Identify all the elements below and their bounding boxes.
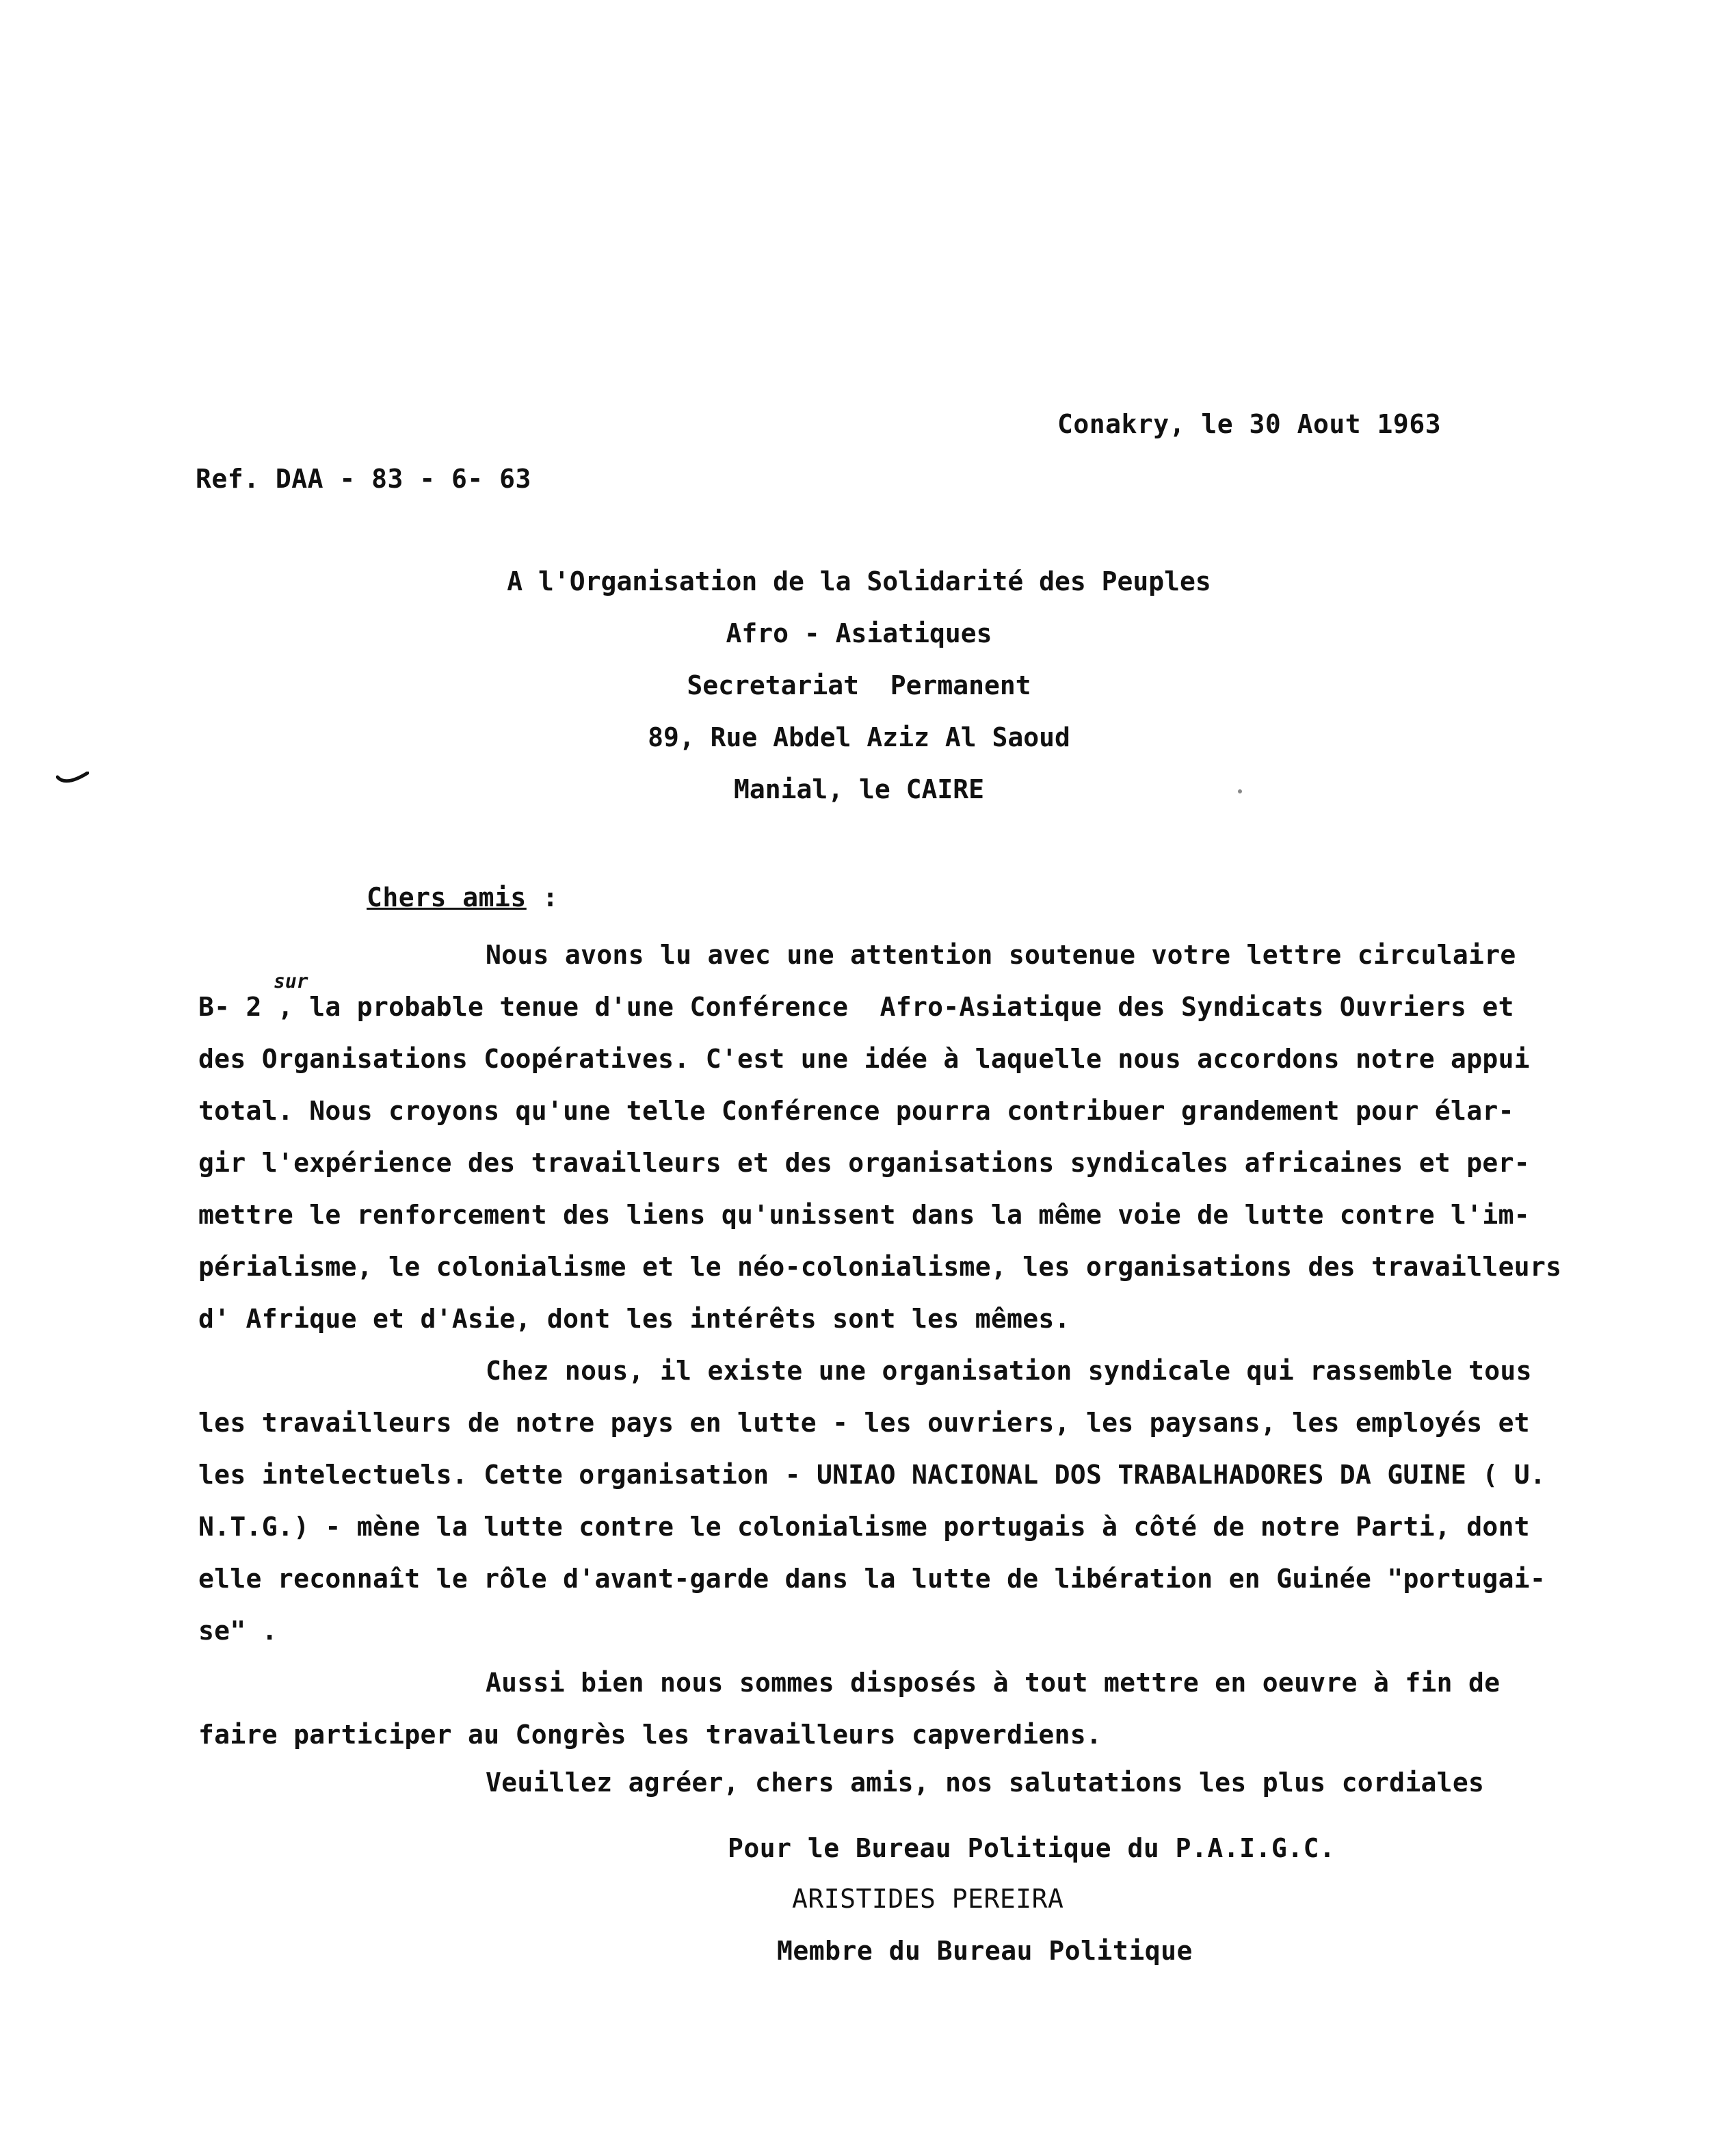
paragraph-line: mettre le renforcement des liens qu'unissent dans la même voie de lutte contre l'im- bbox=[198, 1200, 1530, 1230]
paragraph-line: B- 2 , la probable tenue d'une Conférence Afro-Asiatique des Syndicats Ouvriers et bbox=[198, 992, 1514, 1022]
reference-number: Ref. DAA - 83 - 6- 63 bbox=[196, 464, 531, 494]
paper-speck bbox=[1235, 788, 1245, 795]
paragraph-line: elle reconnaît le rôle d'avant-garde dans la lutte de libération en Guinée "portugai- bbox=[198, 1564, 1546, 1594]
recipient-line: A l'Organisation de la Solidarité des Peuples bbox=[507, 566, 1211, 596]
paragraph-line: des Organisations Coopératives. C'est une idée à laquelle nous accordons notre appui bbox=[198, 1044, 1530, 1074]
place-date: Conakry, le 30 Aout 1963 bbox=[1057, 409, 1442, 439]
paragraph-line: les travailleurs de notre pays en lutte - les ouvriers, les paysans, les employés et bbox=[198, 1408, 1530, 1438]
paragraph-line: les intelectuels. Cette organisation - UNIAO NACIONAL DOS TRABALHADORES DA GUINE ( U. bbox=[198, 1460, 1546, 1490]
paragraph-line: Nous avons lu avec une attention soutenue votre lettre circulaire bbox=[486, 940, 1516, 970]
recipient-line: Manial, le CAIRE bbox=[733, 774, 985, 804]
salutation-colon: : bbox=[526, 882, 559, 912]
paragraph-line: se" . bbox=[198, 1616, 278, 1646]
recipient-line: 89, Rue Abdel Aziz Al Saoud bbox=[648, 722, 1070, 752]
signature-line: Pour le Bureau Politique du P.A.I.G.C. bbox=[728, 1833, 1336, 1863]
handwritten-annotation: sur bbox=[274, 970, 308, 992]
paragraph-line: Aussi bien nous sommes disposés à tout mettre en oeuvre à fin de bbox=[486, 1668, 1501, 1698]
recipient-line: Secretariat Permanent bbox=[687, 670, 1031, 700]
paragraph-line: Veuillez agréer, chers amis, nos salutations les plus cordiales bbox=[486, 1767, 1485, 1798]
paragraph-line: d' Afrique et d'Asie, dont les intérêts sont les mêmes. bbox=[198, 1304, 1070, 1334]
signature-title: Membre du Bureau Politique bbox=[777, 1936, 1193, 1966]
paragraph-line: Chez nous, il existe une organisation syndicale qui rassemble tous bbox=[486, 1356, 1532, 1386]
paragraph-line: gir l'expérience des travailleurs et des organisations syndicales africaines et per- bbox=[198, 1148, 1530, 1178]
salutation bbox=[367, 882, 559, 912]
paragraph-line: faire participer au Congrès les travailleurs capverdiens. bbox=[198, 1720, 1102, 1750]
signature-name: ARISTIDES PEREIRA bbox=[792, 1884, 1064, 1914]
salutation-text: Chers amis bbox=[367, 882, 527, 912]
margin-check-mark bbox=[56, 772, 89, 788]
recipient-line: Afro - Asiatiques bbox=[726, 618, 992, 648]
paragraph-line: périalisme, le colonialisme et le néo-colonialisme, les organisations des travailleurs bbox=[198, 1252, 1562, 1282]
paragraph-line: N.T.G.) - mène la lutte contre le colonialisme portugais à côté de notre Parti, dont bbox=[198, 1512, 1530, 1542]
paragraph-line: total. Nous croyons qu'une telle Conférence pourra contribuer grandement pour élar- bbox=[198, 1096, 1514, 1126]
